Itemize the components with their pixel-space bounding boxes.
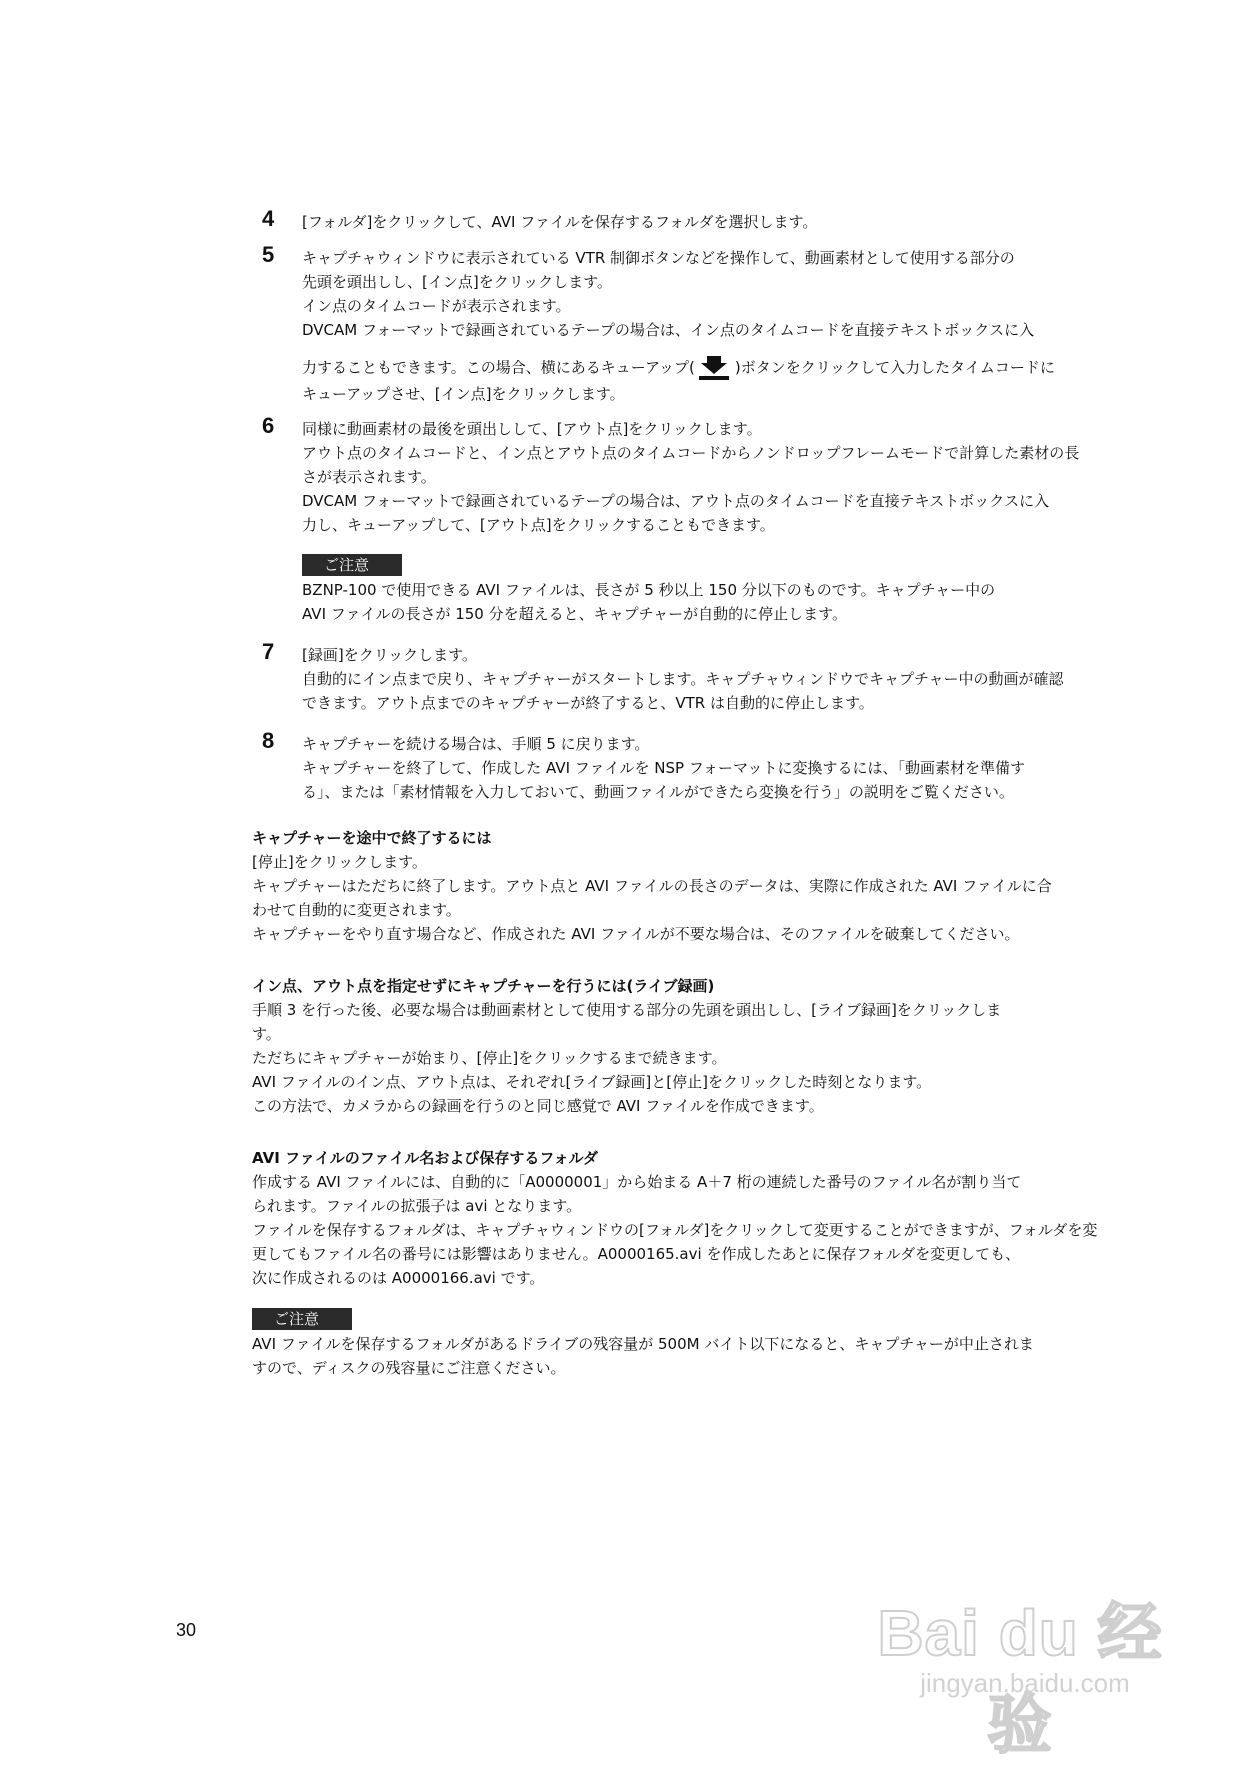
section-file-line-3: ファイルを保存するフォルダは、キャプチャウィンドウの[フォルダ]をクリックして変更することができますが、フォルダを変 (252, 1221, 1098, 1239)
step-5-line-6: キューアップさせ、[イン点]をクリックします。 (302, 385, 625, 403)
section-live-line-2: す。 (252, 1025, 281, 1043)
section-file-line-5: 次に作成されるのは A0000166.avi です。 (252, 1269, 545, 1287)
section-file-line-4: 更してもファイル名の番号には影響はありません。A0000165.avi を作成したあとに保存フォルダを変更しても、 (252, 1245, 1021, 1263)
step-6-line-5: 力し、キューアップして、[アウト点]をクリックすることもできます。 (302, 516, 775, 534)
step-5-cue-text-after: )ボタンをクリックして入力したタイムコードに (734, 358, 1055, 377)
step-8-line-1: キャプチャーを続ける場合は、手順 5 に戻ります。 (302, 735, 650, 753)
section-stop-line-1: [停止]をクリックします。 (252, 853, 427, 871)
section-live-line-4: AVI ファイルのイン点、アウト点は、それぞれ[ライブ録画]と[停止]をクリックした時刻となります。 (252, 1073, 932, 1091)
section-file-line-2: られます。ファイルの拡張子は avi となります。 (252, 1197, 582, 1215)
section-live-line-1: 手順 3 を行った後、必要な場合は動画素材として使用する部分の先頭を頭出しし、[ライブ録画]をクリックしま (252, 1001, 1002, 1019)
step-4-line-1: [フォルダ]をクリックして、AVI ファイルを保存するフォルダを選択します。 (302, 213, 818, 231)
caution-2-line-2: すので、ディスクの残容量にご注意ください。 (252, 1359, 566, 1377)
step-number-7: 7 (262, 639, 275, 664)
section-stop-line-2: キャプチャーはただちに終了します。アウト点と AVI ファイルの長さのデータは、実際に作成された AVI ファイルに合 (252, 877, 1052, 895)
section-file-line-1: 作成する AVI ファイルには、自動的に「A0000001」から始まる A＋7 桁の連続した番号のファイル名が割り当て (252, 1173, 1022, 1191)
step-number-6: 6 (262, 413, 275, 438)
cue-up-icon (697, 354, 731, 382)
section-stop-line-3: わせて自動的に変更されます。 (252, 901, 461, 919)
section-stop-line-4: キャプチャーをやり直す場合など、作成された AVI ファイルが不要な場合は、そのファイルを破棄してください。 (252, 925, 1020, 943)
step-5-line-4: DVCAM フォーマットで録画されているテープの場合は、イン点のタイムコードを直接テキストボックスに入 (302, 321, 1035, 339)
caution-label-1: ご注意 (302, 554, 402, 576)
step-7-line-2: 自動的にイン点まで戻り、キャプチャーがスタートします。キャプチャウィンドウでキャプチャー中の動画が確認 (302, 670, 1064, 688)
step-8-line-3: る」、または「素材情報を入力しておいて、動画ファイルができたら変換を行う」の説明をご覧ください。 (302, 783, 1014, 801)
watermark-brand: Bai du 经验 (877, 1597, 1163, 1761)
step-6-line-4: DVCAM フォーマットで録画されているテープの場合は、アウト点のタイムコードを直接テキストボックスに入 (302, 492, 1050, 510)
step-5-cue-text-before: 力することもできます。この場合、横にあるキューアップ( (302, 358, 695, 377)
caution-label-2: ご注意 (252, 1308, 352, 1330)
step-number-5: 5 (262, 242, 275, 267)
baidu-watermark-logo (870, 1560, 1170, 1761)
section-heading-stop: キャプチャーを途中で終了するには (252, 829, 492, 847)
step-8-line-2: キャプチャーを終了して、作成した AVI ファイルを NSP フォーマットに変換するには、「動画素材を準備す (302, 759, 1025, 777)
step-6-line-3: さが表示されます。 (302, 468, 436, 486)
step-5-line-2: 先頭を頭出しし、[イン点]をクリックします。 (302, 273, 612, 291)
step-5-line-5 (302, 354, 1055, 382)
caution-1-line-1: BZNP-100 で使用できる AVI ファイルは、長さが 5 秒以上 150 分以下のものです。キャプチャー中の (302, 581, 996, 599)
section-heading-live-recording: イン点、アウト点を指定せずにキャプチャーを行うには(ライブ録画) (252, 977, 715, 995)
step-number-8: 8 (262, 728, 275, 753)
step-number-4: 4 (262, 206, 275, 231)
section-live-line-3: ただちにキャプチャーが始まり、[停止]をクリックするまで続きます。 (252, 1049, 727, 1067)
step-6-line-1: 同様に動画素材の最後を頭出しして、[アウト点]をクリックします。 (302, 420, 762, 438)
step-5-line-3: イン点のタイムコードが表示されます。 (302, 297, 571, 315)
section-heading-file-name: AVI ファイルのファイル名および保存するフォルダ (252, 1149, 599, 1167)
section-live-line-5: この方法で、カメラからの録画を行うのと同じ感覚で AVI ファイルを作成できます。 (252, 1097, 824, 1115)
step-7-line-3: できます。アウト点までのキャプチャーが終了すると、VTR は自動的に停止します。 (302, 694, 874, 712)
step-6-line-2: アウト点のタイムコードと、イン点とアウト点のタイムコードからノンドロップフレームモードで計算した素材の長 (302, 444, 1080, 462)
page-number: 30 (176, 1620, 197, 1640)
step-7-line-1: [録画]をクリックします。 (302, 646, 477, 664)
step-5-line-1: キャプチャウィンドウに表示されている VTR 制御ボタンなどを操作して、動画素材として使用する部分の (302, 249, 1015, 267)
caution-2-line-1: AVI ファイルを保存するフォルダがあるドライブの残容量が 500M バイト以下になると、キャプチャーが中止されま (252, 1335, 1034, 1353)
watermark-url: jingyan.baidu.com (920, 1668, 1130, 1698)
caution-1-line-2: AVI ファイルの長さが 150 分を超えると、キャプチャーが自動的に停止します。 (302, 605, 847, 623)
